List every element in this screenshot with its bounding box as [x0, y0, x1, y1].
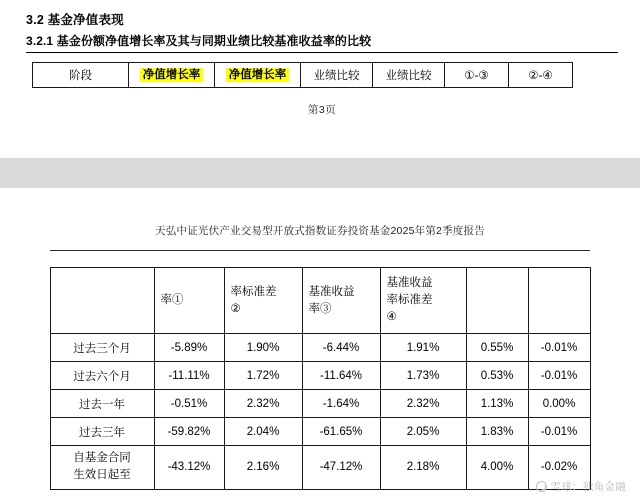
- cell-benchmark-1: 业绩比较: [301, 63, 373, 88]
- document-title: 天弘中证光伏产业交易型开放式指数证券投资基金2025年第2季度报告: [155, 225, 485, 237]
- header-cell-diff-2-4: [528, 268, 590, 334]
- cell-benchmark-stddev: 2.05%: [380, 418, 466, 446]
- cell-stage: 阶段: [33, 63, 129, 88]
- cell-diff-1-3: ①-③: [445, 63, 509, 88]
- watermark: [536, 479, 626, 494]
- header-cell-rate: 率①: [154, 268, 224, 334]
- cell-rate-stddev: 1.90%: [224, 334, 302, 362]
- cell-diff-1-3: 1.13%: [466, 390, 528, 418]
- row-label: 过去三个月: [50, 334, 154, 362]
- cell-benchmark-rate: -47.12%: [302, 446, 380, 490]
- page-gap-divider: [0, 158, 640, 188]
- cell-rate-stddev: 1.72%: [224, 362, 302, 390]
- cell-benchmark-rate: -61.65%: [302, 418, 380, 446]
- cell-diff-1-3: 1.83%: [466, 418, 528, 446]
- cell-benchmark-stddev: 1.91%: [380, 334, 466, 362]
- row-label-line2: 生效日起至: [73, 469, 131, 482]
- cell-diff-2-4: 0.00%: [528, 390, 590, 418]
- cell-diff-1-3: 4.00%: [466, 446, 528, 490]
- cell-benchmark-stddev: 2.18%: [380, 446, 466, 490]
- table-row: [50, 446, 590, 490]
- section-heading: 3.2 基金净值表现: [26, 13, 124, 27]
- watermark-text: 雪球：独角金融: [550, 481, 626, 493]
- cell-benchmark-stddev: 1.73%: [380, 362, 466, 390]
- table-row: [50, 390, 590, 418]
- xueqiu-logo-icon: [536, 481, 547, 492]
- header-cell-benchmark-rate: 基准收益 率③: [302, 268, 380, 334]
- cell-nav-growth-1: [129, 63, 215, 88]
- cell-rate: -11.11%: [154, 362, 224, 390]
- cell-diff-2-4: -0.02%: [528, 446, 590, 490]
- subsection-heading: 3.2.1 基金份额净值增长率及其与同期业绩比较基准收益率的比较: [26, 32, 618, 53]
- top-document-fragment: [0, 0, 640, 158]
- table-row: [50, 334, 590, 362]
- cell-rate-stddev: 2.04%: [224, 418, 302, 446]
- header-cell-diff-1-3: [466, 268, 528, 334]
- cell-diff-1-3: 0.55%: [466, 334, 528, 362]
- header-cell-stage: [50, 268, 154, 334]
- table-head: [50, 268, 590, 334]
- cell-rate: -43.12%: [154, 446, 224, 490]
- bottom-document-fragment: [0, 188, 640, 501]
- row-label: 过去六个月: [50, 362, 154, 390]
- table-body: [50, 334, 590, 490]
- table-row: [50, 418, 590, 446]
- cell-rate: -5.89%: [154, 334, 224, 362]
- header-cell-benchmark-stddev: 基准收益 率标准差 ④: [380, 268, 466, 334]
- cell-diff-2-4: -0.01%: [528, 418, 590, 446]
- page-number: 第3页: [307, 104, 337, 116]
- cell-diff-2-4: ②-④: [509, 63, 573, 88]
- row-label: [50, 446, 154, 490]
- highlight-nav-growth-2: 净值增长率: [226, 68, 290, 83]
- row-label: 过去一年: [50, 390, 154, 418]
- performance-table: [50, 267, 591, 490]
- cell-benchmark-rate: -6.44%: [302, 334, 380, 362]
- cell-rate: -0.51%: [154, 390, 224, 418]
- table-header-row: [50, 268, 590, 334]
- table-row: [33, 63, 573, 88]
- highlight-nav-growth-1: 净值增长率: [140, 68, 204, 83]
- cell-rate: -59.82%: [154, 418, 224, 446]
- header-cell-rate-stddev: 率标准差 ②: [224, 268, 302, 334]
- row-label-line1: 自基金合同: [73, 452, 131, 464]
- cell-benchmark-stddev: 2.32%: [380, 390, 466, 418]
- row-label: 过去三年: [50, 418, 154, 446]
- title-rule: [50, 250, 590, 251]
- cell-rate-stddev: 2.32%: [224, 390, 302, 418]
- cell-diff-2-4: -0.01%: [528, 334, 590, 362]
- cell-diff-1-3: 0.53%: [466, 362, 528, 390]
- cell-diff-2-4: -0.01%: [528, 362, 590, 390]
- table-row: [50, 362, 590, 390]
- comparison-header-table: [32, 62, 573, 88]
- cell-nav-growth-2: [215, 63, 301, 88]
- cell-benchmark-rate: -1.64%: [302, 390, 380, 418]
- cell-benchmark-rate: -11.64%: [302, 362, 380, 390]
- cell-benchmark-2: 业绩比较: [373, 63, 445, 88]
- cell-rate-stddev: 2.16%: [224, 446, 302, 490]
